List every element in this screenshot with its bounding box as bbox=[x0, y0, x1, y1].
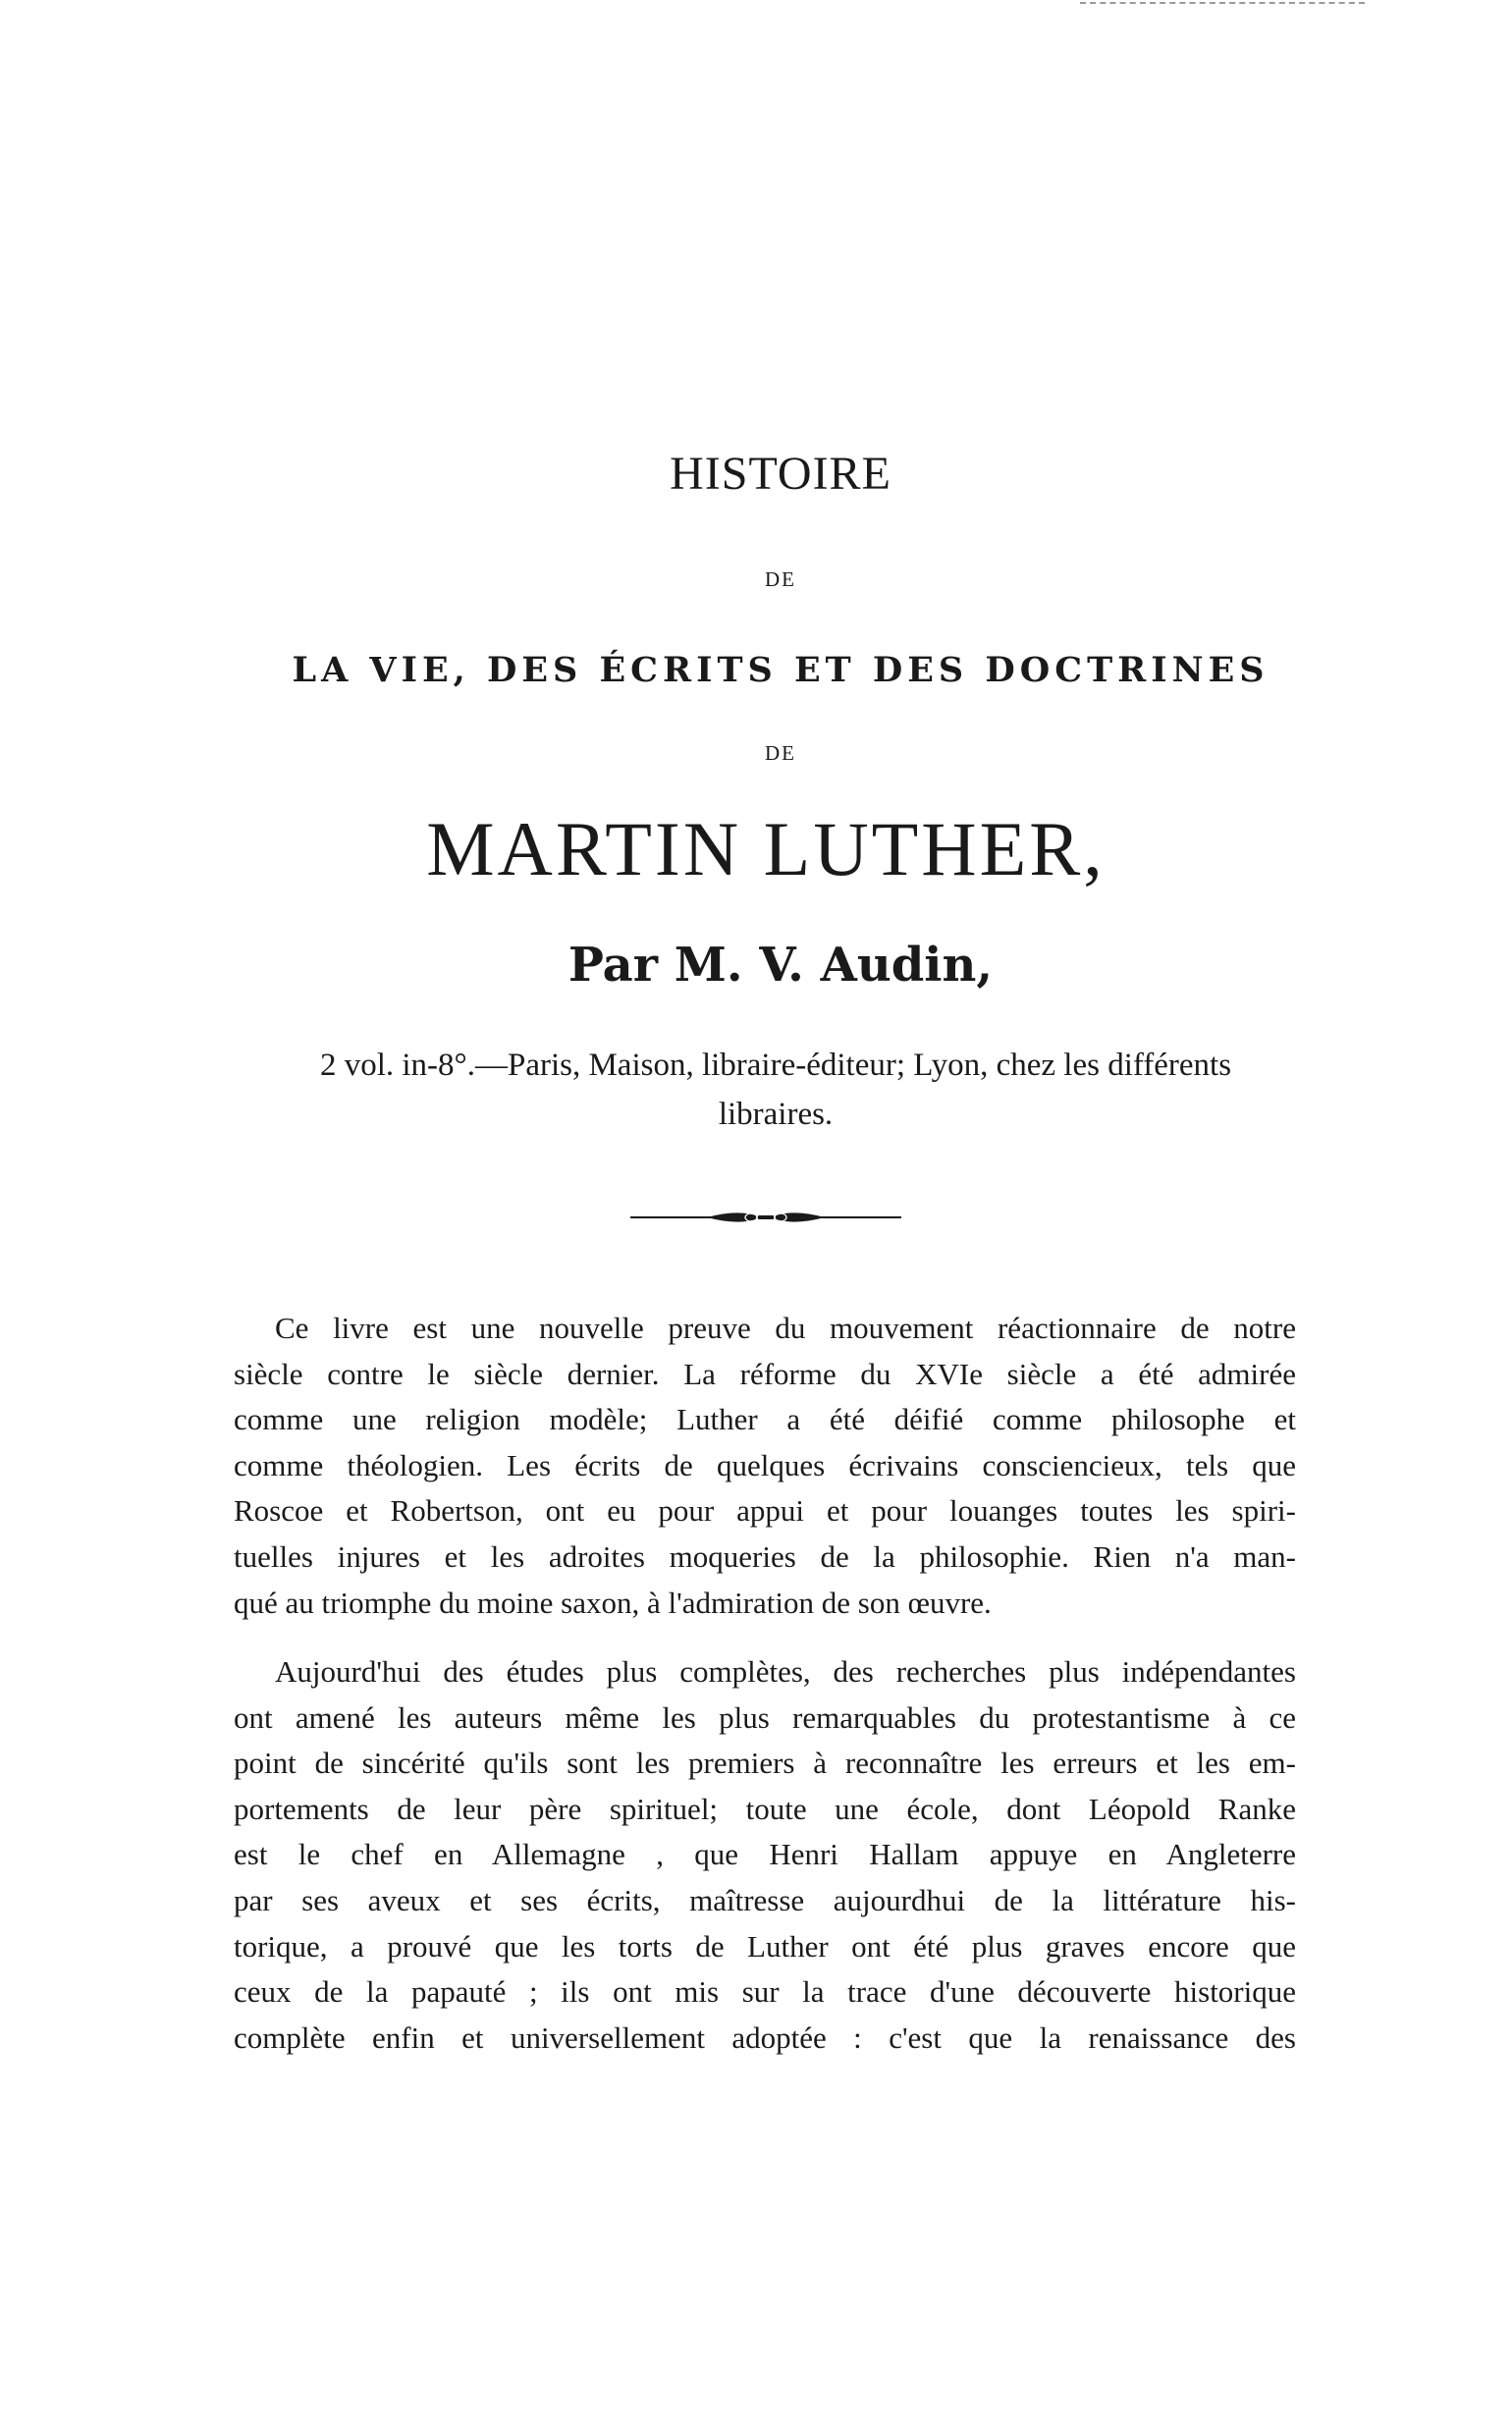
main-title-name: MARTIN LUTHER, bbox=[426, 806, 1106, 891]
p1-line-7: qué au triomphe du moine saxon, à l'admiration de son œuvre. bbox=[234, 1585, 992, 1620]
p1-line-2: siècle contre le siècle dernier. La réforme du XVIe siècle a été admirée bbox=[234, 1356, 1296, 1391]
top-edge-rule bbox=[1080, 2, 1365, 4]
de-connector-2: DE bbox=[765, 741, 796, 765]
p1-line-3: comme une religion modèle; Luther a été déifié comme philosophe et bbox=[234, 1402, 1296, 1437]
p2-line-6: par ses aveux et ses écrits, maîtresse aujourdhui de la littérature his- bbox=[234, 1882, 1296, 1917]
p2-line-2: ont amené les auteurs même les plus remarquables du protestantisme à ce bbox=[234, 1699, 1296, 1735]
p2-line-7: torique, a prouvé que les torts de Luther ont été plus graves encore que bbox=[234, 1928, 1296, 1964]
p2-line-5: est le chef en Allemagne , que Henri Hallam appuye en Angleterre bbox=[234, 1837, 1296, 1872]
body-paragraph-1 bbox=[234, 1306, 1296, 1626]
p1-line-6: tuelles injures et les adroites moqueries de la philosophie. Rien n'a man- bbox=[234, 1538, 1296, 1574]
ornament-divider-icon bbox=[628, 1198, 903, 1237]
p2-line-3: point de sincérité qu'ils sont les premiers à reconnaître les erreurs et les em- bbox=[234, 1746, 1296, 1781]
subtitle: LA VIE, DES ÉCRITS ET DES DOCTRINES bbox=[292, 650, 1269, 690]
p1-line-5: Roscoe et Robertson, ont eu pour appui et pour louanges toutes les spiri- bbox=[234, 1493, 1296, 1529]
body-paragraph-2 bbox=[234, 1649, 1296, 2061]
imprint-line-1: 2 vol. in-8°.—Paris, Maison, libraire-éditeur; Lyon, chez les différents bbox=[319, 1048, 1232, 1083]
p2-line-9: complète enfin et universellement adoptée : c'est que la renaissance des bbox=[234, 2019, 1296, 2055]
de-connector-1: DE bbox=[765, 567, 796, 591]
p1-line-1: Ce livre est une nouvelle preuve du mouvement réactionnaire de notre bbox=[275, 1311, 1296, 1345]
p2-line-4: portements de leur père spirituel; toute une école, dont Léopold Ranke bbox=[234, 1791, 1296, 1826]
p1-line-4: comme théologien. Les écrits de quelques écrivains consciencieux, tels que bbox=[234, 1447, 1296, 1482]
imprint-block bbox=[265, 1041, 1286, 1139]
title-histoire: HISTOIRE bbox=[670, 448, 891, 500]
imprint-line-2: libraires. bbox=[718, 1097, 834, 1132]
p2-line-1: Aujourd'hui des études plus complètes, des recherches plus indépendantes bbox=[275, 1654, 1296, 1689]
p2-line-8: ceux de la papauté ; ils ont mis sur la trace d'une découverte historique bbox=[234, 1974, 1296, 2010]
author-line: Par M. V. Audin, bbox=[567, 938, 994, 993]
